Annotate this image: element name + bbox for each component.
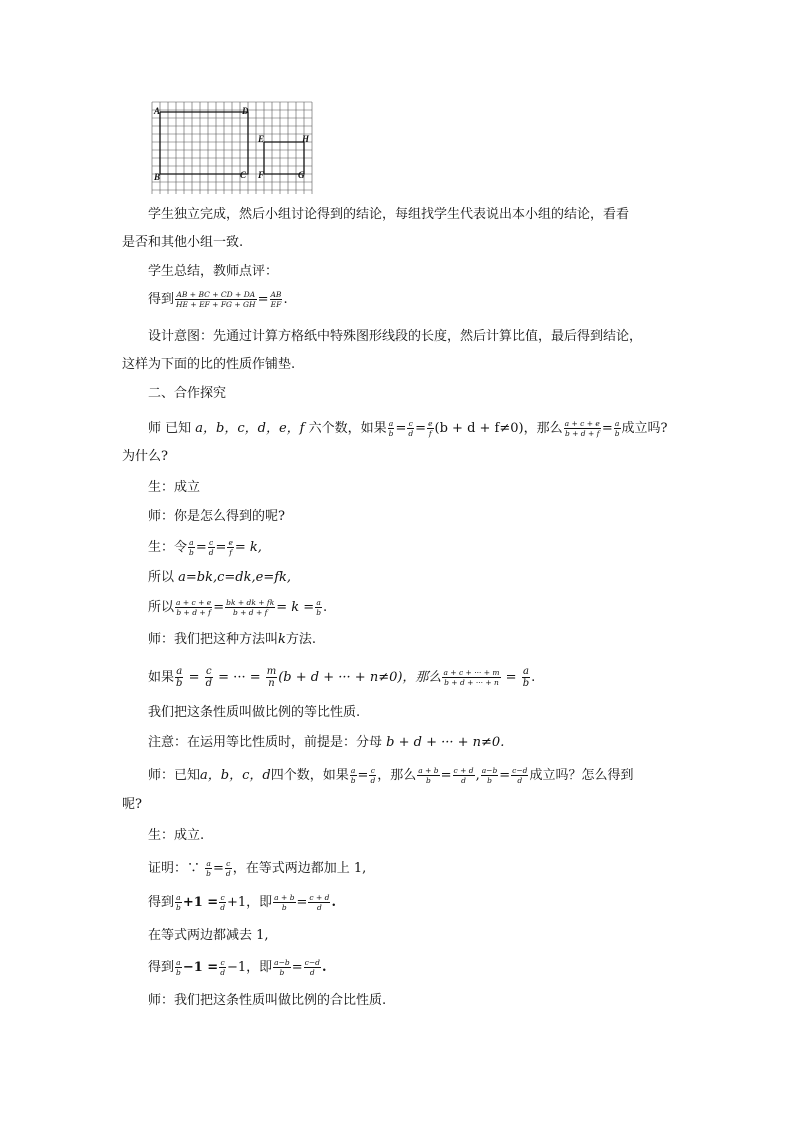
formula-line: 注意：在运用等比性质时，前提是：分母 b + d + ··· + n≠0. xyxy=(148,735,505,750)
text-line: 生：成立. xyxy=(148,828,205,843)
text-line: 在等式两边都减去 1, xyxy=(148,928,269,943)
label-b: B xyxy=(154,172,161,182)
formula-line: 师：已知a，b，c，d四个数，如果 $\frac{a}{b}$ = $\frac{c}{d}$ ，那么 $\frac{a + b}{b}$ = $\frac{c + d}{d}$ , $\frac{a-b}{b}$ = $\frac{c-d}{d}$ 成立吗？怎么得到 xyxy=(148,766,634,785)
formula-line: 得到 $\frac{a}{b}$ −1 = $\frac{c}{d}$ −1，即 $\frac{a-b}{b}$ = $\frac{c-d}{d}$ . xyxy=(148,958,327,977)
text-line: 学生总结，教师点评： xyxy=(148,264,279,279)
label-h: H xyxy=(302,134,310,144)
formula-line: 得到 $\frac{AB + BC + CD + DA}{HE + EF + FG + GH}$ = $\frac{AB}{EF}$ . xyxy=(148,290,288,309)
formula-line: 所以 $\frac{a + c + e}{b + d + f}$ = $\frac{bk + dk + fk}{b + d + f}$ = k = $\frac{a}{b}$ . xyxy=(148,598,328,617)
text-line: 师：你是怎么得到的呢? xyxy=(148,509,285,524)
formula-line: 生：令 $\frac{a}{b}$ = $\frac{c}{d}$ = $\frac{e}{f}$ = k, xyxy=(148,538,262,557)
formula-line: 得到 $\frac{a}{b}$ +1 = $\frac{c}{d}$ +1，即 $\frac{a + b}{b}$ = $\frac{c + d}{d}$ . xyxy=(148,893,336,912)
text-line: 呢? xyxy=(122,797,142,812)
grid-lines xyxy=(152,102,312,194)
label-c: C xyxy=(240,170,247,180)
text-line: 师：我们把这条性质叫做比例的合比性质. xyxy=(148,993,387,1008)
fraction: $\frac{AB + BC + CD + DA}{HE + EF + FG + GH}$ xyxy=(176,290,256,309)
label-d: D xyxy=(242,106,249,116)
text: 得到 xyxy=(148,292,175,307)
label-e: E xyxy=(258,134,265,144)
text-line: 是否和其他小组一致. xyxy=(122,235,244,250)
text-line: 生：成立 xyxy=(148,480,201,495)
label-a: A xyxy=(154,106,161,116)
text-line: 我们把这条性质叫做比例的等比性质. xyxy=(148,705,361,720)
text-line: 为什么? xyxy=(122,449,168,464)
label-f: F xyxy=(258,170,265,180)
formula-line: 如果 $\frac{a}{b}$ = $\frac{c}{d}$ = ··· = $\frac{m}{n}$ (b + d + ··· + n≠0)，那么 $\frac{a + c + \cdot\cdot\cdot + m}{b + d + \cdot\cdot\cdot + n}$ = $\frac{a}{b}$ . xyxy=(148,666,536,689)
text-line: 设计意图：先通过计算方格纸中特殊图形线段的长度，然后计算比值，最后得到结论， xyxy=(148,329,643,344)
label-g: G xyxy=(298,170,305,180)
text-line: 学生独立完成，然后小组讨论得到的结论，每组找学生代表说出本小组的结论，看看 xyxy=(148,207,630,222)
formula-line: 师 已知 a，b，c，d，e，f 六个数，如果 $\frac{a}{b}$ = $\frac{c}{d}$ = $\frac{e}{f}$ (b + d + f≠0)，那么 $\frac{a + c + e}{b + d + f}$ = $\frac{a}{b}$ 成立吗? xyxy=(148,419,668,438)
formula-line: 证明：∵ $\frac{a}{b}$ = $\frac{c}{d}$ ，在等式两边都加上 1, xyxy=(148,859,367,878)
text-line: 这样为下面的比的性质作铺垫. xyxy=(122,357,296,372)
formula-line: 所以 a=bk,c=dk,e=fk, xyxy=(148,570,292,585)
formula-line: 师：我们把这种方法叫k方法. xyxy=(148,632,317,647)
grid-figure xyxy=(150,100,314,196)
section-heading: 二、合作探究 xyxy=(148,386,227,401)
fraction: $\frac{AB}{EF}$ xyxy=(270,290,282,309)
